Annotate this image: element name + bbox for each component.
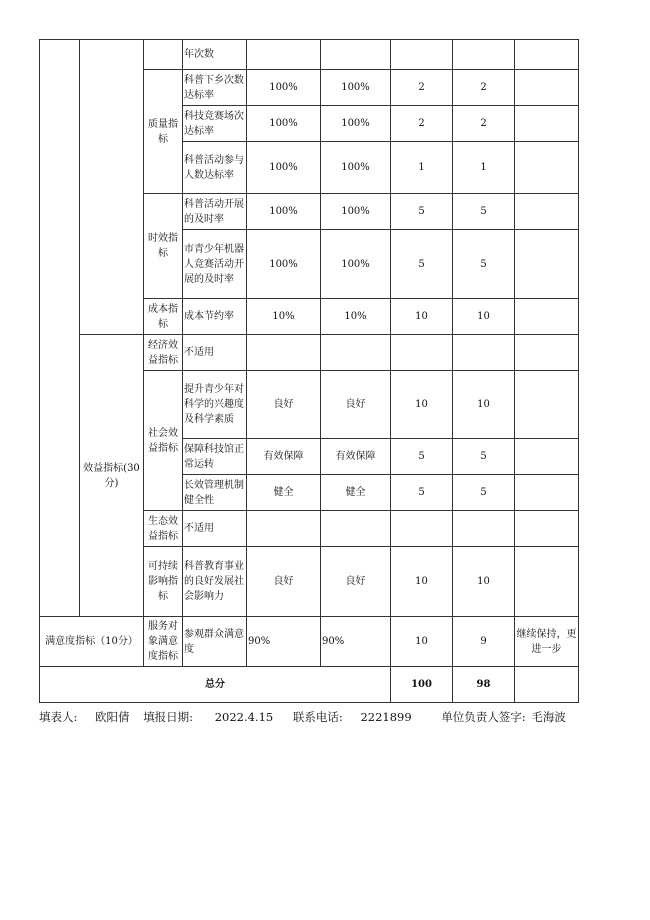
note-cell xyxy=(515,70,579,106)
total-label: 总分 xyxy=(40,667,391,703)
ind3-cell: 提升青少年对科学的兴趣度及科学素质 xyxy=(183,371,247,439)
weight-cell: 1 xyxy=(391,142,453,194)
ind3-cell: 长效管理机制健全性 xyxy=(183,475,247,511)
phone-label: 联系电话: xyxy=(292,710,343,724)
total-weight: 100 xyxy=(391,667,453,703)
actual-cell: 健全 xyxy=(321,475,391,511)
note-cell xyxy=(515,511,579,547)
signer-name: 毛海波 xyxy=(531,710,566,724)
fill-date: 2022.4.15 xyxy=(214,710,274,724)
target-cell: 良好 xyxy=(247,371,321,439)
score-cell xyxy=(453,511,515,547)
note-cell xyxy=(515,40,579,70)
score-cell: 10 xyxy=(453,299,515,335)
actual-cell: 10% xyxy=(321,299,391,335)
weight-cell: 10 xyxy=(391,371,453,439)
note-cell xyxy=(515,299,579,335)
note-cell xyxy=(515,335,579,371)
target-cell: 健全 xyxy=(247,475,321,511)
note-cell xyxy=(515,475,579,511)
target-cell xyxy=(247,511,321,547)
weight-cell: 5 xyxy=(391,475,453,511)
ind2-cell: 生态效益指标 xyxy=(144,511,183,547)
ind3-cell: 科普活动参与人数达标率 xyxy=(183,142,247,194)
total-row xyxy=(40,667,579,703)
ind2-cell: 可持续影响指标 xyxy=(144,547,183,617)
blank-cell xyxy=(80,40,144,335)
note-cell xyxy=(515,439,579,475)
signer-label: 单位负责人签字: xyxy=(441,710,526,724)
target-cell xyxy=(247,40,321,70)
ind3-cell: 市青少年机器人竞赛活动开展的及时率 xyxy=(183,230,247,299)
target-cell: 100% xyxy=(247,230,321,299)
actual-cell: 100% xyxy=(321,142,391,194)
ind1-cell: 满意度指标（10分） xyxy=(40,617,144,667)
target-cell: 有效保障 xyxy=(247,439,321,475)
ind3-cell: 不适用 xyxy=(183,511,247,547)
score-cell: 5 xyxy=(453,194,515,230)
filler-name: 欧阳倩 xyxy=(95,710,130,724)
actual-cell xyxy=(321,511,391,547)
ind2-cell: 社会效益指标 xyxy=(144,371,183,511)
note-cell xyxy=(515,142,579,194)
weight-cell xyxy=(391,40,453,70)
ind3-cell: 科普下乡次数达标率 xyxy=(183,70,247,106)
ind2-cell xyxy=(144,40,183,70)
weight-cell: 2 xyxy=(391,70,453,106)
weight-cell: 5 xyxy=(391,439,453,475)
weight-cell: 10 xyxy=(391,547,453,617)
score-cell: 10 xyxy=(453,371,515,439)
ind3-cell: 科技竞赛场次达标率 xyxy=(183,106,247,142)
note-cell xyxy=(515,106,579,142)
score-cell: 9 xyxy=(453,617,515,667)
table-row xyxy=(40,40,579,70)
score-cell: 1 xyxy=(453,142,515,194)
score-cell xyxy=(453,335,515,371)
weight-cell: 2 xyxy=(391,106,453,142)
note-cell xyxy=(515,547,579,617)
note-cell xyxy=(515,667,579,703)
weight-cell: 5 xyxy=(391,230,453,299)
actual-cell: 100% xyxy=(321,70,391,106)
weight-cell xyxy=(391,335,453,371)
blank-cell xyxy=(40,40,80,617)
actual-cell: 90% xyxy=(321,617,391,667)
score-cell: 5 xyxy=(453,475,515,511)
score-cell: 5 xyxy=(453,230,515,299)
note-cell: 继续保持，更进一步 xyxy=(515,617,579,667)
actual-cell: 良好 xyxy=(321,371,391,439)
weight-cell xyxy=(391,511,453,547)
target-cell: 100% xyxy=(247,142,321,194)
note-cell xyxy=(515,194,579,230)
score-cell: 5 xyxy=(453,439,515,475)
ind3-cell: 参观群众满意度 xyxy=(183,617,247,667)
target-cell: 100% xyxy=(247,106,321,142)
score-cell: 2 xyxy=(453,106,515,142)
table-row xyxy=(40,335,579,371)
ind3-cell: 成本节约率 xyxy=(183,299,247,335)
actual-cell: 100% xyxy=(321,230,391,299)
score-cell: 2 xyxy=(453,70,515,106)
actual-cell: 100% xyxy=(321,106,391,142)
actual-cell xyxy=(321,40,391,70)
ind3-cell: 科普教育事业的良好发展社会影响力 xyxy=(183,547,247,617)
weight-cell: 10 xyxy=(391,617,453,667)
ind2-cell: 成本指标 xyxy=(144,299,183,335)
table-row xyxy=(40,617,579,667)
weight-cell: 5 xyxy=(391,194,453,230)
actual-cell: 良好 xyxy=(321,547,391,617)
footer xyxy=(39,709,566,725)
target-cell: 10% xyxy=(247,299,321,335)
ind3-cell: 年次数 xyxy=(183,40,247,70)
target-cell: 90% xyxy=(247,617,321,667)
target-cell xyxy=(247,335,321,371)
total-score: 98 xyxy=(453,667,515,703)
score-cell xyxy=(453,40,515,70)
target-cell: 良好 xyxy=(247,547,321,617)
ind1-cell: 效益指标(30分) xyxy=(80,335,144,617)
score-cell: 10 xyxy=(453,547,515,617)
note-cell xyxy=(515,230,579,299)
ind3-cell: 不适用 xyxy=(183,335,247,371)
actual-cell xyxy=(321,335,391,371)
ind3-cell: 保障科技馆正常运转 xyxy=(183,439,247,475)
ind2-cell: 服务对象满意度指标 xyxy=(144,617,183,667)
note-cell xyxy=(515,371,579,439)
target-cell: 100% xyxy=(247,70,321,106)
phone-number: 2221899 xyxy=(360,710,412,724)
performance-table xyxy=(39,39,579,703)
ind3-cell: 科普活动开展的及时率 xyxy=(183,194,247,230)
actual-cell: 100% xyxy=(321,194,391,230)
actual-cell: 有效保障 xyxy=(321,439,391,475)
ind2-cell: 时效指标 xyxy=(144,194,183,299)
ind2-cell: 经济效益指标 xyxy=(144,335,183,371)
filler-label: 填表人: xyxy=(39,710,78,724)
weight-cell: 10 xyxy=(391,299,453,335)
ind2-cell: 质量指标 xyxy=(144,70,183,194)
target-cell: 100% xyxy=(247,194,321,230)
date-label: 填报日期: xyxy=(143,710,194,724)
